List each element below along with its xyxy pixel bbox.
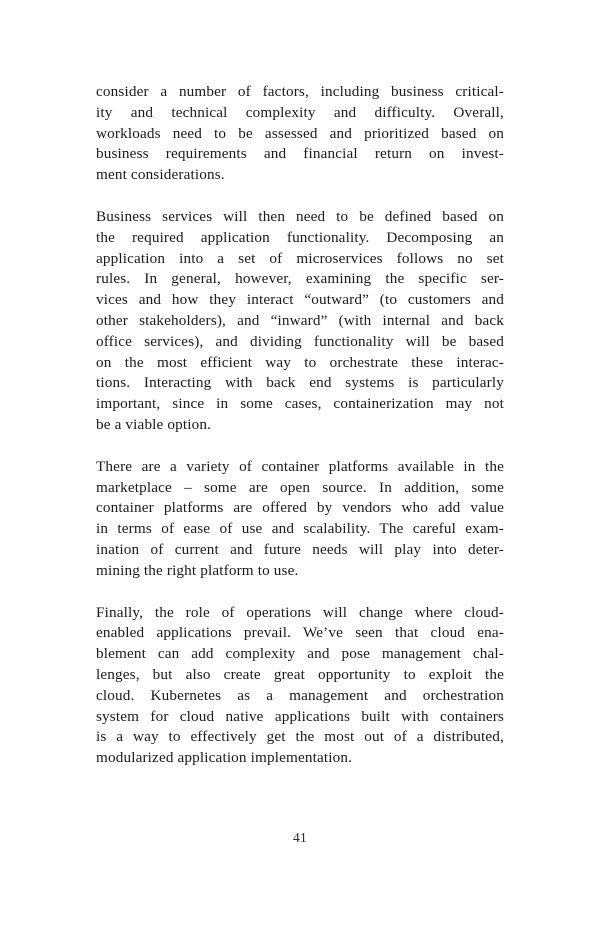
body-text-column xyxy=(96,82,504,769)
text-line: is a way to effectively get the most out of a distributed, xyxy=(96,728,504,746)
paragraph-3 xyxy=(96,457,504,582)
text-line: ination of current and future needs will play into deter- xyxy=(96,540,504,558)
text-line: important, since in some cases, containerization may not xyxy=(96,395,504,413)
text-line: There are a variety of container platforms available in the xyxy=(96,457,504,475)
text-line: workloads need to be assessed and prioritized based on xyxy=(96,124,504,142)
text-line: marketplace – some are open source. In addition, some xyxy=(96,478,504,496)
text-line: ment considerations. xyxy=(96,166,225,184)
text-line: enabled applications prevail. We’ve seen that cloud ena- xyxy=(96,624,504,642)
text-line: system for cloud native applications built with containers xyxy=(96,707,504,725)
text-line: vices and how they interact “outward” (to customers and xyxy=(96,291,504,309)
text-line: other stakeholders), and “inward” (with internal and back xyxy=(96,311,504,329)
text-line: ity and technical complexity and difficulty. Overall, xyxy=(96,103,504,121)
paragraph-4 xyxy=(96,603,504,769)
text-line: business requirements and financial return on invest- xyxy=(96,145,504,163)
text-line: in terms of ease of use and scalability. The careful exam- xyxy=(96,520,504,538)
text-line: Finally, the role of operations will change where cloud- xyxy=(96,603,504,621)
text-line: blement can add complexity and pose management chal- xyxy=(96,645,504,663)
text-line: modularized application implementation. xyxy=(96,749,353,767)
text-line: tions. Interacting with back end systems is particularly xyxy=(96,374,504,392)
text-line: application into a set of microservices follows no set xyxy=(96,249,504,267)
text-line: cloud. Kubernetes as a management and orchestration xyxy=(96,686,504,704)
text-line: Business services will then need to be defined based on xyxy=(96,207,504,225)
text-line: mining the right platform to use. xyxy=(96,561,299,579)
page-number: 41 xyxy=(292,830,308,845)
paragraph-2 xyxy=(96,207,504,436)
text-line: container platforms are offered by vendors who add value xyxy=(96,499,504,517)
text-line: the required application functionality. Decomposing an xyxy=(96,228,504,246)
text-line: office services), and dividing functionality will be based xyxy=(96,332,504,350)
text-line: lenges, but also create great opportunity to exploit the xyxy=(96,665,504,683)
text-line: consider a number of factors, including business critical- xyxy=(96,83,504,100)
paragraph-1 xyxy=(96,82,504,186)
text-line: on the most efficient way to orchestrate these interac- xyxy=(96,353,504,371)
text-line: be a viable option. xyxy=(96,415,212,433)
text-line: rules. In general, however, examining the specific ser- xyxy=(96,270,504,288)
